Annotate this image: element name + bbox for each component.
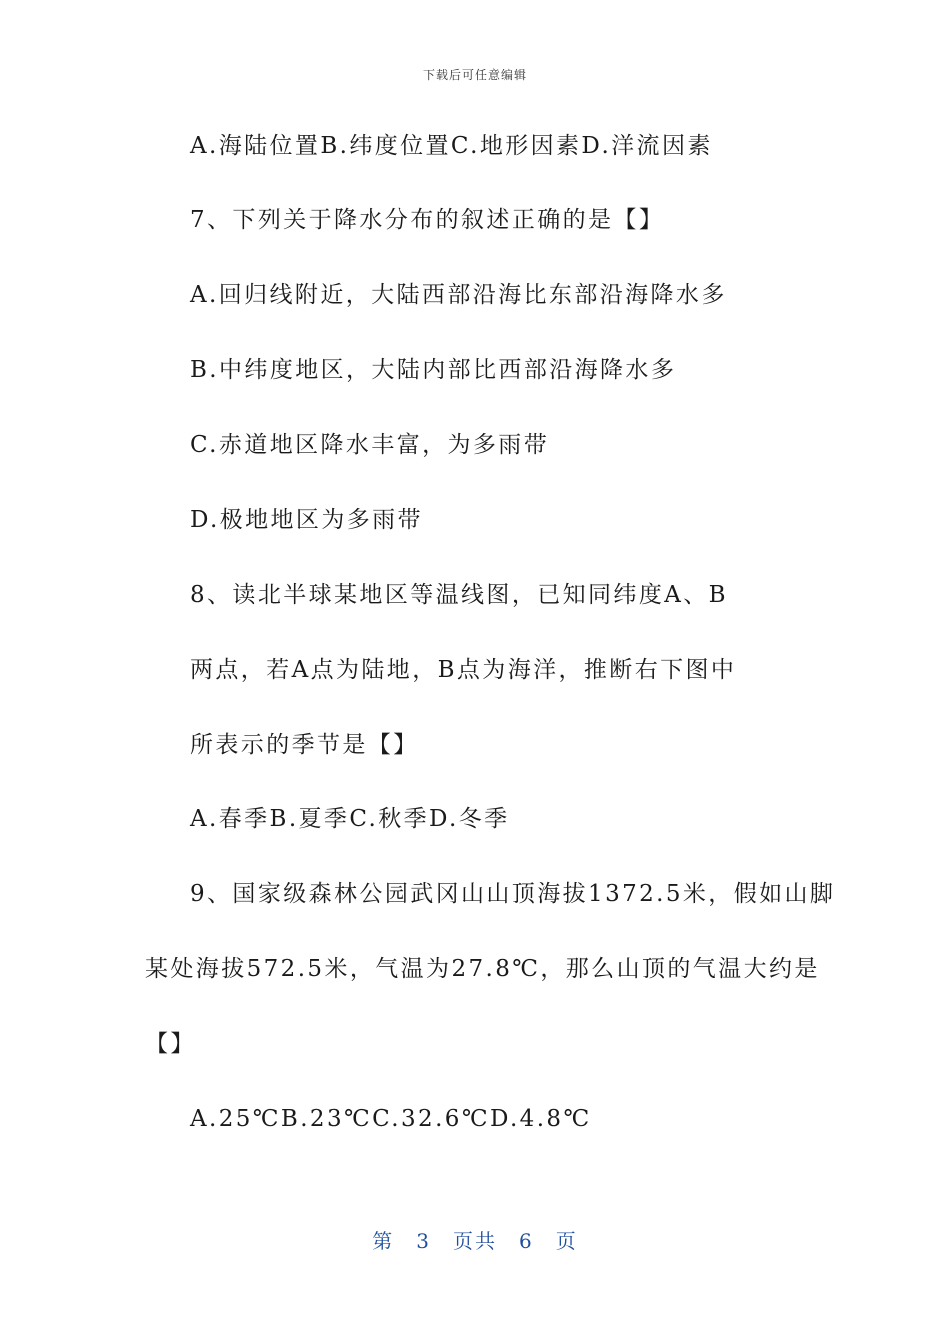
question-8-stem-line-1: 8、读北半球某地区等温线图，已知同纬度A、B — [190, 582, 728, 608]
question-9-stem-line-2: 某处海拔572.5米，气温为27.8℃，那么山顶的气温大约是 — [145, 956, 820, 982]
question-7-option-b: B.中纬度地区，大陆内部比西部沿海降水多 — [190, 357, 677, 383]
question-8-stem-line-3: 所表示的季节是【】 — [190, 732, 419, 758]
question-7-option-d: D.极地地区为多雨带 — [190, 507, 423, 533]
footer-page-of: 页共 — [453, 1229, 497, 1253]
footer-page-label: 第 — [372, 1229, 395, 1253]
question-9-stem-line-1: 9、国家级森林公园武冈山山顶海拔1372.5米，假如山脚 — [190, 881, 836, 907]
question-9-options: A.25℃B.23℃C.32.6℃D.4.8℃ — [190, 1106, 592, 1132]
question-7-option-a: A.回归线附近，大陆西部沿海比东部沿海降水多 — [190, 282, 727, 308]
question-8-options: A.春季B.夏季C.秋季D.冬季 — [190, 806, 510, 832]
question-7-option-c: C.赤道地区降水丰富，为多雨带 — [190, 432, 550, 458]
question-6-options: A.海陆位置B.纬度位置C.地形因素D.洋流因素 — [190, 133, 713, 159]
question-8-stem-line-2: 两点，若A点为陆地，B点为海洋，推断右下图中 — [190, 657, 737, 683]
question-9-answer-bracket: 【】 — [145, 1031, 196, 1057]
page-footer — [0, 1225, 950, 1254]
question-7-stem: 7、下列关于降水分布的叙述正确的是【】 — [190, 207, 665, 233]
page-header: 下载后可任意编辑 — [422, 68, 527, 82]
footer-page-suffix: 页 — [555, 1229, 578, 1253]
footer-page-number: 3 — [416, 1229, 431, 1253]
footer-total-pages: 6 — [519, 1229, 534, 1253]
